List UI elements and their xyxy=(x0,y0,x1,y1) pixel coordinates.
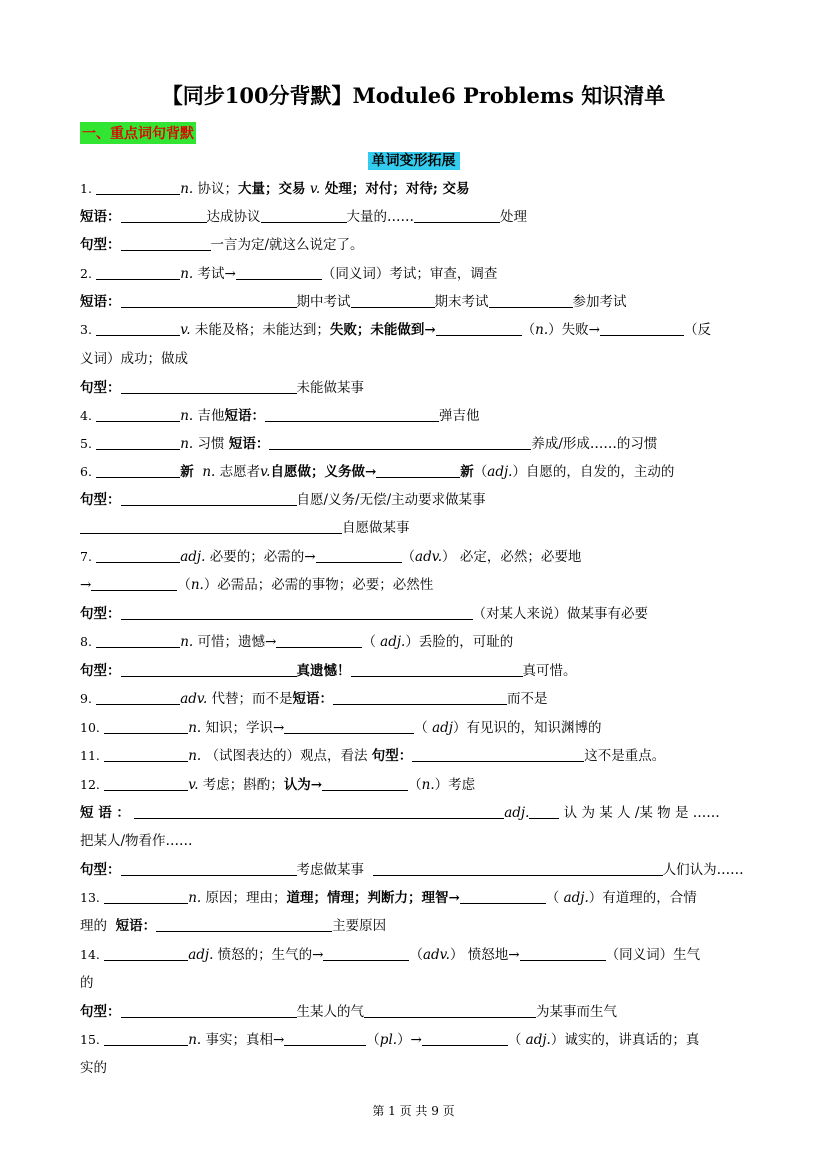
phrase-label: 短语： xyxy=(228,436,270,452)
phrase-label: 短语： xyxy=(292,691,334,707)
meaning: ）失败→ xyxy=(548,322,600,338)
item-number: 2. xyxy=(80,266,92,281)
item-7-cont xyxy=(80,575,760,595)
pos: n. xyxy=(180,408,194,424)
pos: v. xyxy=(260,464,271,480)
meaning: ）有见识的，知识渊博的 xyxy=(452,720,602,736)
sentence-text: 一言为定/就这么说定了。 xyxy=(210,237,364,253)
sentence-label: 句型： xyxy=(80,237,121,253)
meaning-bold: 处理；对付；对待; 交易 xyxy=(320,181,470,197)
meaning: ）诚实的，讲真话的；真 xyxy=(550,1032,700,1048)
item-12 xyxy=(80,775,760,795)
pos: n. xyxy=(188,748,202,764)
answer-blank[interactable] xyxy=(436,321,522,336)
pos: n. xyxy=(180,436,194,452)
answer-blank[interactable] xyxy=(376,463,460,478)
sentence-text: 自愿/义务/无偿/主动要求做某事 xyxy=(296,492,486,508)
answer-blank[interactable] xyxy=(104,946,188,961)
phrase-text: 处理 xyxy=(500,209,527,225)
phrase-text: 大量的…… xyxy=(346,209,414,225)
phrase-label: 短语： xyxy=(224,408,266,424)
meaning: 原因；理由； xyxy=(201,890,287,906)
sentence-label: 句型： xyxy=(80,1004,121,1020)
meaning-bold: 失败；未能做到→ xyxy=(329,322,436,338)
phrase-label: 短语： xyxy=(80,209,121,225)
meaning: 愤怒的；生气的→ xyxy=(213,947,324,963)
meaning: （反 xyxy=(683,322,711,338)
answer-blank[interactable] xyxy=(284,1031,366,1046)
item-number: 11. xyxy=(80,748,100,763)
answer-blank[interactable] xyxy=(333,690,507,705)
pos: adj. xyxy=(504,805,530,821)
answer-blank[interactable] xyxy=(134,804,504,819)
phrase-text: 认 为 某 人 /某 物 是 …… xyxy=(563,805,720,821)
answer-blank[interactable] xyxy=(422,1031,508,1046)
sentence-text: 为某事而生气 xyxy=(536,1004,617,1020)
answer-blank[interactable] xyxy=(414,208,500,223)
item-2-phrases xyxy=(80,292,760,312)
new-word-mark: 新 xyxy=(180,464,194,480)
item-number: 12. xyxy=(80,777,100,792)
sentence-label: 句型： xyxy=(80,380,121,396)
meaning-bold: 大量；交易 xyxy=(238,181,306,197)
item-15 xyxy=(80,1030,760,1050)
item-5 xyxy=(80,434,760,454)
pos: n. xyxy=(202,464,216,480)
phrase-label: 短语： xyxy=(80,294,121,310)
answer-blank[interactable] xyxy=(529,804,559,819)
pos: n. xyxy=(421,777,435,793)
pos: n. xyxy=(180,181,194,197)
answer-blank[interactable] xyxy=(156,917,332,932)
page-title: 【同步100分背默】Module6 Problems 知识清单 xyxy=(161,83,666,108)
phrase-text: 弹吉他 xyxy=(439,408,480,424)
answer-blank[interactable] xyxy=(520,946,606,961)
item-13 xyxy=(80,888,760,908)
answer-blank[interactable] xyxy=(121,605,473,620)
answer-blank[interactable] xyxy=(600,321,684,336)
item-6 xyxy=(80,462,760,482)
meaning: ） 必定，必然；必要地 xyxy=(442,549,582,565)
page-footer: 第 1 页 共 9 页 xyxy=(372,1104,455,1118)
paren: （ xyxy=(414,720,433,736)
item-number: 4. xyxy=(80,408,92,423)
pos: adj xyxy=(432,720,453,736)
paren: （ xyxy=(473,464,488,480)
paren: （ xyxy=(408,777,422,793)
answer-blank[interactable] xyxy=(104,719,188,734)
sentence-label: 句型： xyxy=(80,663,121,679)
answer-blank[interactable] xyxy=(104,747,188,762)
item-number: 7. xyxy=(80,549,92,564)
meaning: 实的 xyxy=(80,1060,107,1076)
pos: n. xyxy=(180,634,194,650)
item-number: 1. xyxy=(80,181,92,196)
item-14-cont xyxy=(80,973,760,993)
pos: adj. xyxy=(380,634,406,650)
sentence-text: 生某人的气 xyxy=(296,1004,364,1020)
paren: （ xyxy=(366,1032,380,1048)
sentence-label: 句型： xyxy=(80,492,121,508)
new-word-mark: 新 xyxy=(460,464,474,480)
phrase-text: 参加考试 xyxy=(572,294,627,310)
meaning: 考虑；斟酌； xyxy=(198,777,284,793)
meaning: ）必需品；必需的事物；必要；必然性 xyxy=(203,577,434,593)
pos: v. xyxy=(188,777,199,793)
pos: n. xyxy=(188,1032,202,1048)
pos: adj. xyxy=(563,890,589,906)
pos: adj. xyxy=(188,947,214,963)
meaning: ）考虑 xyxy=(434,777,476,793)
item-1-sentence xyxy=(80,235,760,255)
answer-blank[interactable] xyxy=(96,633,180,648)
pos: v. xyxy=(309,181,321,197)
item-8 xyxy=(80,632,760,652)
meaning: 事实；真相→ xyxy=(201,1032,285,1048)
pos: n. xyxy=(188,720,202,736)
sentence-text: 未能做某事 xyxy=(296,380,364,396)
item-13-cont xyxy=(80,916,760,936)
answer-blank[interactable] xyxy=(351,662,523,677)
pos: adj. xyxy=(487,464,513,480)
meaning: 志愿者 xyxy=(215,464,261,480)
meaning: 的 xyxy=(80,975,94,991)
answer-blank[interactable] xyxy=(91,576,177,591)
pos: n. xyxy=(180,266,194,282)
item-number: 10. xyxy=(80,720,100,735)
meaning: 理的 xyxy=(80,918,112,934)
answer-blank[interactable] xyxy=(276,633,362,648)
paren: （ xyxy=(545,890,564,906)
meaning-bold: 道理；情理；判断力；理智→ xyxy=(286,890,460,906)
pos: v. xyxy=(180,322,191,338)
meaning: 吉他 xyxy=(193,408,225,424)
answer-blank[interactable] xyxy=(121,379,297,394)
answer-blank[interactable] xyxy=(322,776,408,791)
subsection-heading-wrap xyxy=(0,150,827,170)
item-number: 5. xyxy=(80,436,92,451)
item-1 xyxy=(80,179,760,199)
answer-blank[interactable] xyxy=(104,1031,188,1046)
answer-blank[interactable] xyxy=(96,548,180,563)
phrase-label: 短语： xyxy=(115,918,157,934)
section-heading: 一、重点词句背默 xyxy=(80,122,196,144)
answer-blank[interactable] xyxy=(351,293,435,308)
answer-blank[interactable] xyxy=(121,236,211,251)
item-6-sentence xyxy=(80,490,760,510)
answer-blank[interactable] xyxy=(121,293,297,308)
sentence-label: 句型： xyxy=(80,862,121,878)
paren: （ xyxy=(521,322,536,338)
sentence-text: 考虑做某事 xyxy=(296,862,364,878)
paren: （ xyxy=(409,947,423,963)
answer-blank[interactable] xyxy=(96,180,180,195)
item-6-sentence-2 xyxy=(80,518,760,538)
item-9 xyxy=(80,689,760,709)
pos: adj. xyxy=(525,1032,551,1048)
meaning: 考试→ xyxy=(193,266,236,282)
answer-blank[interactable] xyxy=(96,321,180,336)
pos: adv. xyxy=(415,549,443,565)
item-3 xyxy=(80,320,760,340)
sentence-text: 这不是重点。 xyxy=(584,748,666,764)
answer-blank[interactable] xyxy=(121,208,207,223)
phrase-text: 把某人/物看作…… xyxy=(80,833,193,849)
item-11 xyxy=(80,746,760,766)
meaning: 代替；而不是 xyxy=(207,691,293,707)
item-number: 8. xyxy=(80,634,92,649)
sentence-label: 句型： xyxy=(80,606,121,622)
meaning: ）有道理的，合情 xyxy=(588,890,697,906)
subsection-heading: 单词变形拓展 xyxy=(368,152,460,170)
answer-blank[interactable] xyxy=(96,463,180,478)
answer-blank[interactable] xyxy=(96,265,180,280)
pos: adj. xyxy=(180,549,206,565)
sentence-text: 人们认为…… xyxy=(662,862,744,878)
phrase-text: 期末考试 xyxy=(434,294,489,310)
item-14-sentence xyxy=(80,1002,760,1022)
item-number: 3. xyxy=(80,322,92,337)
pos: adv. xyxy=(422,947,450,963)
item-8-sentence xyxy=(80,661,760,681)
answer-blank[interactable] xyxy=(236,265,322,280)
answer-blank[interactable] xyxy=(284,719,414,734)
meaning: ） 愤怒地→ xyxy=(449,947,520,963)
item-1-phrases xyxy=(80,207,760,227)
meaning: 习惯 xyxy=(193,436,229,452)
meaning-bold: 认为→ xyxy=(283,777,323,793)
sentence-text: 自愿做某事 xyxy=(342,520,410,536)
sentence-text: 真遗憾！ xyxy=(296,663,351,679)
answer-blank[interactable] xyxy=(265,407,439,422)
pos: n. xyxy=(535,322,549,338)
paren: （ xyxy=(507,1032,526,1048)
item-7 xyxy=(80,547,760,567)
answer-blank[interactable] xyxy=(489,293,573,308)
paren: （ xyxy=(362,634,381,650)
pos: n. xyxy=(190,577,204,593)
answer-blank[interactable] xyxy=(104,776,188,791)
item-number: 14. xyxy=(80,947,100,962)
meaning: （同义词）考试；审查，调查 xyxy=(321,266,498,282)
item-12-phrases xyxy=(80,803,760,823)
pos: n. xyxy=(188,890,202,906)
answer-blank[interactable] xyxy=(364,1003,536,1018)
answer-blank[interactable] xyxy=(316,548,402,563)
answer-blank[interactable] xyxy=(121,861,297,876)
sentence-label: 句型： xyxy=(371,748,413,764)
pos: pl. xyxy=(379,1032,398,1048)
answer-blank[interactable] xyxy=(96,407,180,422)
meaning-bold: 自愿做；义务做→ xyxy=(270,464,377,480)
answer-blank[interactable] xyxy=(261,208,347,223)
answer-blank[interactable] xyxy=(121,662,297,677)
phrase-text: 养成/形成……的习惯 xyxy=(531,436,658,452)
answer-blank[interactable] xyxy=(96,435,180,450)
meaning: 可惜；遗憾→ xyxy=(193,634,277,650)
paren: （ xyxy=(177,577,191,593)
answer-blank[interactable] xyxy=(373,861,663,876)
paren: （ xyxy=(401,549,416,565)
meaning: 义词）成功；做成 xyxy=(80,351,188,367)
item-number: 15. xyxy=(80,1032,100,1047)
item-14 xyxy=(80,945,760,965)
item-10 xyxy=(80,718,760,738)
sentence-text: 真可惜。 xyxy=(522,663,577,679)
meaning: ）→ xyxy=(397,1032,422,1048)
meaning: 知识；学识→ xyxy=(201,720,285,736)
pos: adv. xyxy=(180,691,208,707)
phrase-text: 主要原因 xyxy=(332,918,387,934)
meaning: （同义词）生气 xyxy=(605,947,701,963)
answer-blank[interactable] xyxy=(121,491,297,506)
phrase-text: 而不是 xyxy=(507,691,548,707)
item-2 xyxy=(80,264,760,284)
answer-blank[interactable] xyxy=(269,435,531,450)
sentence-text: （对某人来说）做某事有必要 xyxy=(472,606,648,622)
meaning: ）丢脸的，可耻的 xyxy=(405,634,514,650)
phrase-label: 短 语 ： xyxy=(80,805,130,821)
item-3-cont xyxy=(80,349,760,369)
item-number: 9. xyxy=(80,691,92,706)
meaning: 协议； xyxy=(193,181,239,197)
answer-blank[interactable] xyxy=(121,1003,297,1018)
item-number: 6. xyxy=(80,464,92,479)
answer-blank[interactable] xyxy=(412,747,584,762)
item-12-phrases-cont xyxy=(80,831,760,851)
answer-blank[interactable] xyxy=(460,889,546,904)
arrow: → xyxy=(80,577,92,593)
answer-blank[interactable] xyxy=(96,690,180,705)
item-7-sentence xyxy=(80,604,760,624)
item-4 xyxy=(80,406,760,426)
answer-blank[interactable] xyxy=(80,519,342,534)
item-number: 13. xyxy=(80,890,100,905)
meaning: ）自愿的，自发的，主动的 xyxy=(512,464,675,480)
item-12-sentence xyxy=(80,860,760,880)
answer-blank[interactable] xyxy=(323,946,409,961)
meaning: （试图表达的）观点，看法 xyxy=(201,748,372,764)
item-3-sentence xyxy=(80,378,760,398)
phrase-text: 达成协议 xyxy=(206,209,261,225)
answer-blank[interactable] xyxy=(104,889,188,904)
phrase-text: 期中考试 xyxy=(296,294,351,310)
meaning: 必要的；必需的→ xyxy=(205,549,316,565)
meaning: 未能及格；未能达到； xyxy=(190,322,330,338)
item-15-cont xyxy=(80,1058,760,1078)
